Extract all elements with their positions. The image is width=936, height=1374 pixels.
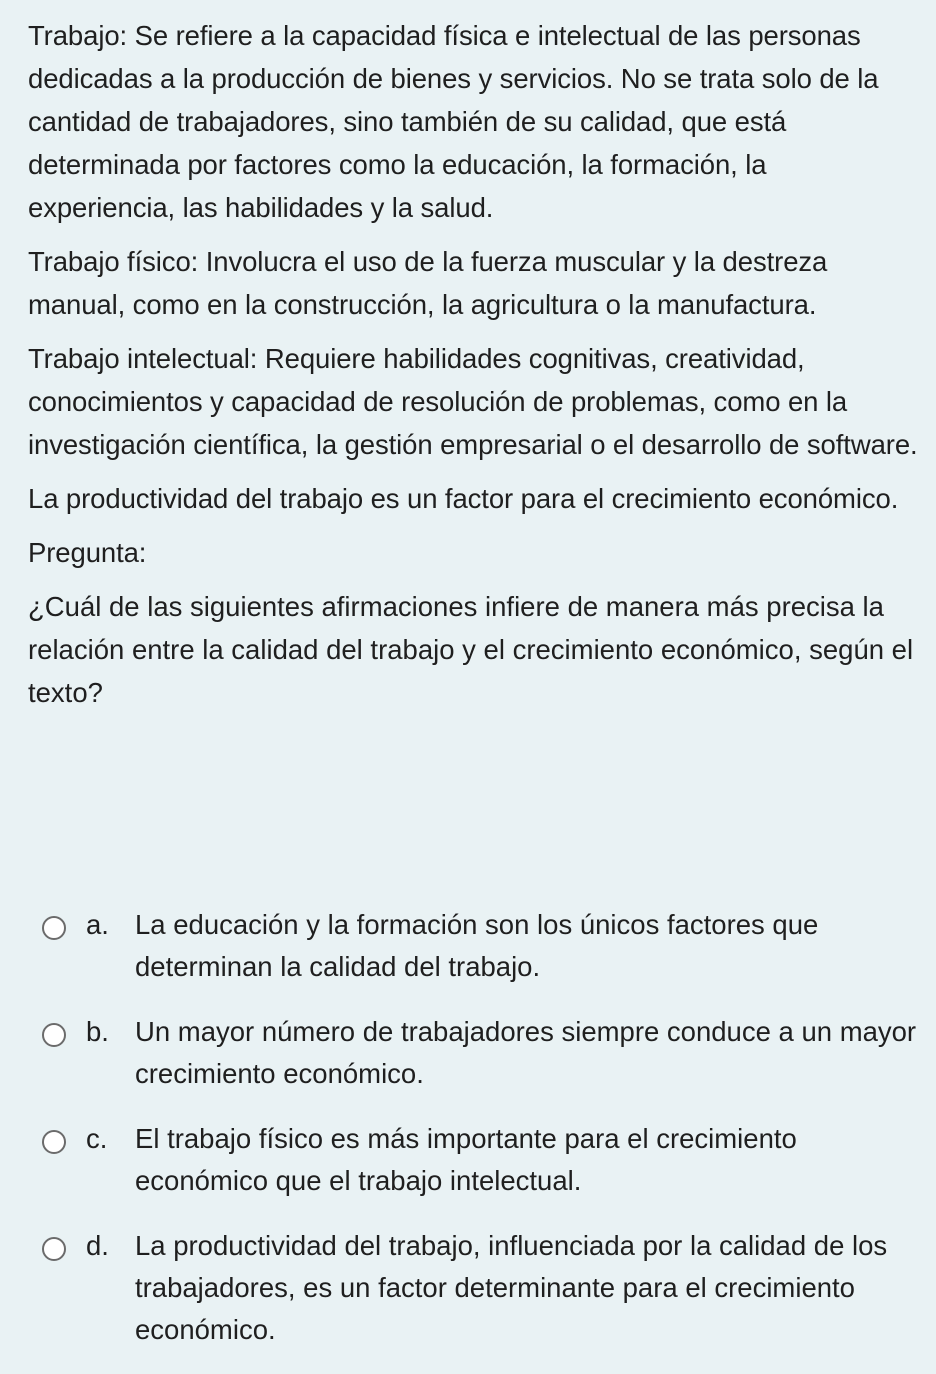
radio-option-d[interactable] [42,1237,66,1261]
passage-paragraph-productividad: La productividad del trabajo es un factor para el crecimiento económico. [28,483,899,514]
radio-option-a[interactable] [42,916,66,940]
option-letter: b. [86,1016,109,1047]
option-text: Un mayor número de trabajadores siempre conduce a un mayor crecimiento económico. [135,1016,917,1089]
option-text: El trabajo físico es más importante para el crecimiento económico que el trabajo intelectual. [135,1123,797,1196]
option-a[interactable] [40,904,930,988]
option-letter: d. [86,1230,109,1261]
question-label: Pregunta: [28,537,147,568]
option-d[interactable] [40,1225,930,1351]
question-content [28,14,918,714]
answer-options [40,904,930,1374]
option-text: La productividad del trabajo, influenciada por la calidad de los trabajadores, es un factor determinante para el crecimiento económico. [135,1230,888,1345]
passage-paragraph-trabajo-fisico: Trabajo físico: Involucra el uso de la fuerza muscular y la destreza manual, como en la construcción, la agricultura o la manufactura. [28,246,828,320]
passage-paragraph-trabajo-intelectual: Trabajo intelectual: Requiere habilidades cognitivas, creatividad, conocimientos y capacidad de resolución de problemas, como en la investigación científica, la gestión empresarial o el desarrollo de software. [28,343,918,460]
radio-option-c[interactable] [42,1130,66,1154]
option-b[interactable] [40,1011,930,1095]
question-text: ¿Cuál de las siguientes afirmaciones infiere de manera más precisa la relación entre la calidad del trabajo y el crecimiento económico, según el texto? [28,591,914,708]
option-letter: a. [86,909,109,940]
passage-paragraph-trabajo: Trabajo: Se refiere a la capacidad física e intelectual de las personas dedicadas a la producción de bienes y servicios. No se trata solo de la cantidad de trabajadores, sino también de su calidad, que está determinada por factores como la educación, la formación, la experiencia, las habilidades y la salud. [28,20,879,223]
option-text: La educación y la formación son los únicos factores que determinan la calidad del trabajo. [135,909,819,982]
option-letter: c. [86,1123,108,1154]
radio-option-b[interactable] [42,1023,66,1047]
option-c[interactable] [40,1118,930,1202]
